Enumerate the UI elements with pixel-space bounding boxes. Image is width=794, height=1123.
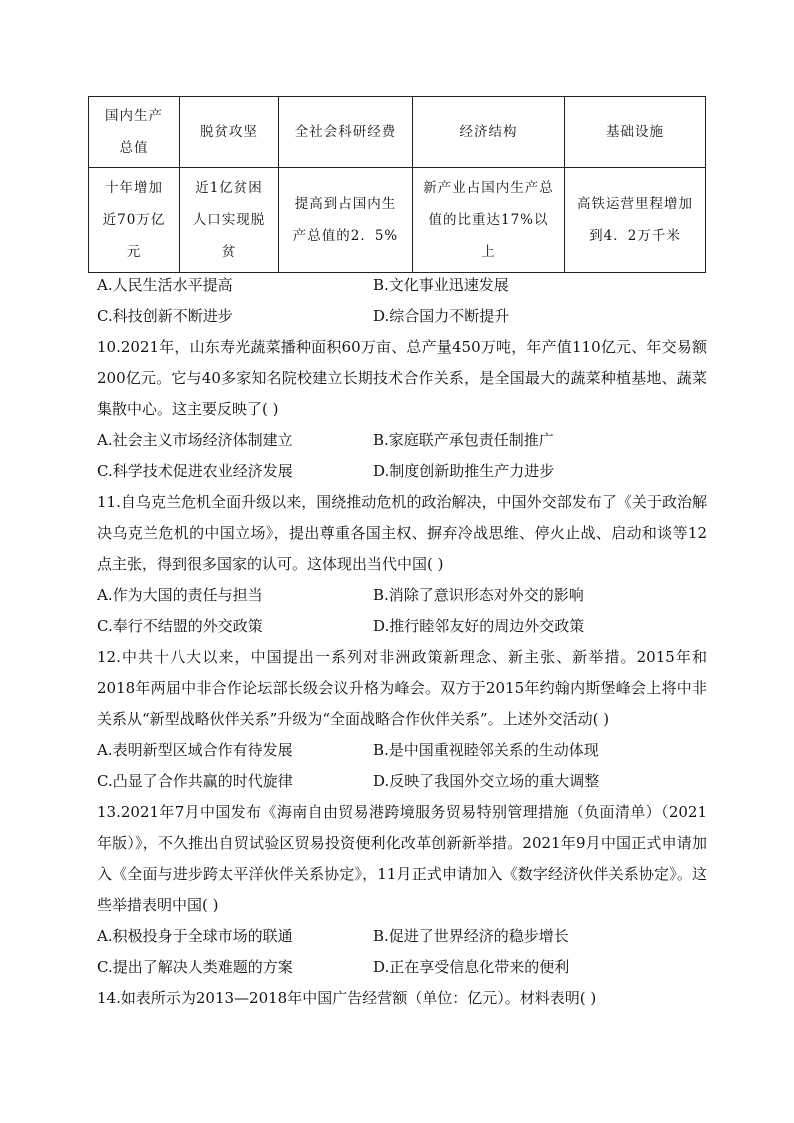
option-c: C.凸显了合作共赢的时代旋律 (97, 772, 293, 790)
option-d: D.综合国力不断提升 (373, 307, 510, 325)
option-b: B.家庭联产承包责任制推广 (373, 431, 554, 449)
table-cell: 十年增加近70万亿元 (89, 168, 180, 273)
table-cell: 高铁运营里程增加到4．2万千米 (565, 168, 706, 273)
achievement-table (88, 96, 706, 273)
table-row (89, 168, 706, 273)
option-d: D.推行睦邻友好的周边外交政策 (373, 617, 585, 635)
option-d: D.反映了我国外交立场的重大调整 (373, 772, 600, 790)
table-header-row (89, 97, 706, 168)
option-d: D.正在享受信息化带来的便利 (373, 958, 570, 976)
q11-options (97, 580, 707, 642)
option-b: B.促进了世界经济的稳步增长 (373, 927, 569, 945)
q9-options (97, 270, 707, 332)
option-a: A.社会主义市场经济体制建立 (97, 431, 293, 449)
q13-options (97, 921, 707, 983)
questions-content (97, 270, 707, 1014)
table-header-cell: 全社会科研经费 (279, 97, 413, 168)
table-header-cell: 经济结构 (413, 97, 565, 168)
q12-options (97, 735, 707, 797)
table-header-cell: 脱贫攻坚 (180, 97, 279, 168)
option-a: A.积极投身于全球市场的联通 (97, 927, 293, 945)
question-12-text: 12.中共十八大以来，中国提出一系列对非洲政策新理念、新主张、新举措。2015年和2018年两届中非合作论坛部长级会议升格为峰会。双方于2015年约翰内斯堡峰会上将中非关系从“新型战略伙伴关系”升级为“全面战略合作伙伴关系”。上述外交活动( ) (97, 648, 707, 728)
option-a: A.表明新型区域合作有待发展 (97, 741, 293, 759)
question-11-text: 11.自乌克兰危机全面升级以来，围绕推动危机的政治解决，中国外交部发布了《关于政治解决乌克兰危机的中国立场》，提出尊重各国主权、摒弃冷战思维、停火止战、启动和谈等12点主张，得到很多国家的认可。这体现出当代中国( ) (97, 493, 707, 573)
option-d: D.制度创新助推生产力进步 (373, 462, 555, 480)
option-a: A.作为大国的责任与担当 (97, 586, 263, 604)
option-c: C.奉行不结盟的外交政策 (97, 617, 263, 635)
option-c: C.提出了解决人类难题的方案 (97, 958, 293, 976)
option-c: C.科学技术促进农业经济发展 (97, 462, 293, 480)
table-cell: 新产业占国内生产总值的比重达17%以上 (413, 168, 565, 273)
q10-options (97, 425, 707, 487)
option-a: A.人民生活水平提高 (97, 276, 233, 294)
question-14-text: 14.如表所示为2013—2018年中国广告经营额（单位：亿元）。材料表明( ) (97, 989, 597, 1007)
table-cell: 近1亿贫困人口实现脱贫 (180, 168, 279, 273)
option-b: B.文化事业迅速发展 (373, 276, 509, 294)
question-13-text: 13.2021年7月中国发布《海南自由贸易港跨境服务贸易特别管理措施（负面清单）（2021年版）》，不久推出自贸试验区贸易投资便利化改革创新新举措。2021年9月中国正式申请加入《全面与进步跨太平洋伙伴关系协定》，11月正式申请加入《数字经济伙伴关系协定》。这些举措表明中国( ) (97, 803, 707, 914)
table-header-cell: 基础设施 (565, 97, 706, 168)
option-c: C.科技创新不断进步 (97, 307, 233, 325)
option-b: B.是中国重视睦邻关系的生动体现 (373, 741, 599, 759)
question-10-text: 10.2021年，山东寿光蔬菜播种面积60万亩、总产量450万吨，年产值110亿元、年交易额200亿元。它与40多家知名院校建立长期技术合作关系，是全国最大的蔬菜种植基地、蔬菜集散中心。这主要反映了( ) (97, 338, 707, 418)
table-header-cell: 国内生产总值 (89, 97, 180, 168)
table-cell: 提高到占国内生产总值的2．5% (279, 168, 413, 273)
option-b: B.消除了意识形态对外交的影响 (373, 586, 584, 604)
